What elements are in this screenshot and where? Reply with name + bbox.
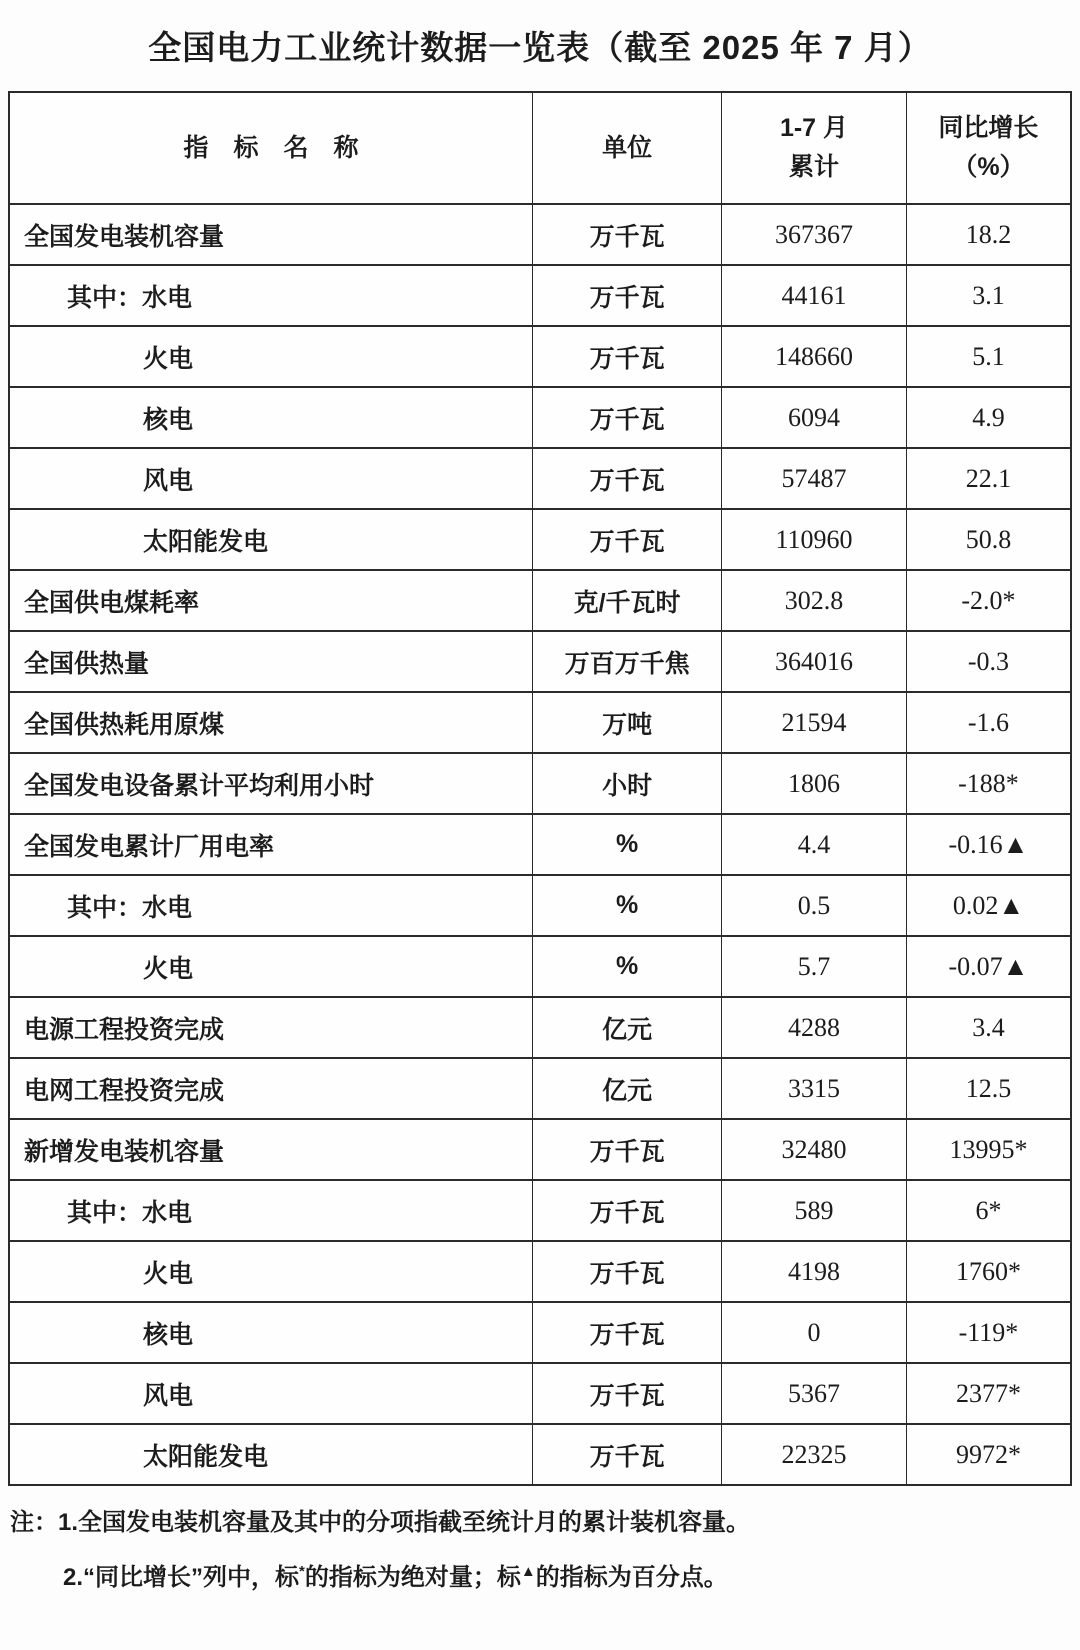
yoy-cell: -119* (906, 1302, 1071, 1363)
unit-cell: 万吨 (533, 692, 722, 753)
value-cell: 110960 (722, 509, 907, 570)
value-cell: 589 (722, 1180, 907, 1241)
table-row (9, 387, 1071, 448)
col-header-unit: 单位 (533, 92, 722, 204)
indicator-cell: 新增发电装机容量 (9, 1119, 533, 1180)
indicator-cell: 火电 (9, 936, 533, 997)
yoy-cell: 18.2 (906, 204, 1071, 265)
unit-cell: 万千瓦 (533, 1241, 722, 1302)
footnote-1-text: 注：1.全国发电装机容量及其中的分项指截至统计月的累计装机容量。 (10, 1509, 751, 1536)
unit-cell: % (533, 936, 722, 997)
yoy-cell: -188* (906, 753, 1071, 814)
indicator-cell: 其中：水电 (9, 875, 533, 936)
col-header-period-line2: 累计 (788, 153, 839, 181)
value-cell: 5.7 (722, 936, 907, 997)
indicator-cell: 全国发电设备累计平均利用小时 (9, 753, 533, 814)
col-header-indicator: 指 标 名 称 (9, 92, 533, 204)
indicator-cell: 其中：水电 (9, 1180, 533, 1241)
value-cell: 148660 (722, 326, 907, 387)
indicator-cell: 全国发电累计厂用电率 (9, 814, 533, 875)
table-row (9, 936, 1071, 997)
unit-cell: 万百万千焦 (533, 631, 722, 692)
value-cell: 4.4 (722, 814, 907, 875)
value-cell: 21594 (722, 692, 907, 753)
indicator-cell: 电网工程投资完成 (9, 1058, 533, 1119)
col-header-yoy (906, 92, 1071, 204)
yoy-cell: 0.02▲ (906, 875, 1071, 936)
value-cell: 44161 (722, 265, 907, 326)
yoy-cell: 3.4 (906, 997, 1071, 1058)
table-row (9, 631, 1071, 692)
indicator-cell: 全国供热耗用原煤 (9, 692, 533, 753)
value-cell: 0.5 (722, 875, 907, 936)
indicator-cell: 火电 (9, 326, 533, 387)
indicator-cell: 全国供电煤耗率 (9, 570, 533, 631)
table-row (9, 1180, 1071, 1241)
yoy-cell: 50.8 (906, 509, 1071, 570)
yoy-cell: 13995* (906, 1119, 1071, 1180)
yoy-cell: 6* (906, 1180, 1071, 1241)
yoy-cell: -2.0* (906, 570, 1071, 631)
stats-table (8, 91, 1072, 1486)
table-row (9, 997, 1071, 1058)
unit-cell: 万千瓦 (533, 326, 722, 387)
footnote-2-mid: 的指标为绝对量；标 (304, 1564, 521, 1591)
yoy-cell: 12.5 (906, 1058, 1071, 1119)
table-row (9, 509, 1071, 570)
table-row (9, 814, 1071, 875)
yoy-cell: 2377* (906, 1363, 1071, 1424)
table-row (9, 326, 1071, 387)
unit-cell: 亿元 (533, 997, 722, 1058)
col-header-period (722, 92, 907, 204)
page-title: 全国电力工业统计数据一览表（截至 2025 年 7 月） (148, 29, 932, 66)
indicator-cell: 电源工程投资完成 (9, 997, 533, 1058)
indicator-cell: 太阳能发电 (9, 1424, 533, 1485)
value-cell: 57487 (722, 448, 907, 509)
unit-cell: 万千瓦 (533, 448, 722, 509)
indicator-cell: 全国供热量 (9, 631, 533, 692)
yoy-cell: 1760* (906, 1241, 1071, 1302)
table-row (9, 265, 1071, 326)
value-cell: 302.8 (722, 570, 907, 631)
indicator-cell: 风电 (9, 448, 533, 509)
unit-cell: 万千瓦 (533, 1119, 722, 1180)
indicator-cell: 其中：水电 (9, 265, 533, 326)
unit-cell: 万千瓦 (533, 204, 722, 265)
unit-cell: 万千瓦 (533, 387, 722, 448)
yoy-cell: 9972* (906, 1424, 1071, 1485)
col-header-yoy-line1: 同比增长 (938, 114, 1039, 143)
yoy-cell: 4.9 (906, 387, 1071, 448)
yoy-cell: -0.3 (906, 631, 1071, 692)
table-row (9, 1302, 1071, 1363)
value-cell: 364016 (722, 631, 907, 692)
unit-cell: 克/千瓦时 (533, 570, 722, 631)
asterisk-marker: * (299, 1563, 305, 1580)
table-row (9, 692, 1071, 753)
table-row (9, 448, 1071, 509)
footnote-2 (10, 1547, 1070, 1602)
indicator-cell: 核电 (9, 1302, 533, 1363)
unit-cell: 万千瓦 (533, 1302, 722, 1363)
yoy-cell: -0.07▲ (906, 936, 1071, 997)
footnote-1 (10, 1498, 1070, 1547)
value-cell: 1806 (722, 753, 907, 814)
table-row (9, 1241, 1071, 1302)
table-row (9, 875, 1071, 936)
table-row (9, 1363, 1071, 1424)
value-cell: 367367 (722, 204, 907, 265)
yoy-cell: 22.1 (906, 448, 1071, 509)
indicator-cell: 风电 (9, 1363, 533, 1424)
indicator-cell: 太阳能发电 (9, 509, 533, 570)
table-row (9, 753, 1071, 814)
indicator-cell: 全国发电装机容量 (9, 204, 533, 265)
footnotes (10, 1498, 1070, 1602)
triangle-marker: ▲ (520, 1563, 536, 1580)
unit-cell: 亿元 (533, 1058, 722, 1119)
unit-cell: 小时 (533, 753, 722, 814)
indicator-cell: 火电 (9, 1241, 533, 1302)
value-cell: 32480 (722, 1119, 907, 1180)
yoy-cell: 3.1 (906, 265, 1071, 326)
unit-cell: % (533, 814, 722, 875)
unit-cell: 万千瓦 (533, 1180, 722, 1241)
yoy-cell: 5.1 (906, 326, 1071, 387)
unit-cell: 万千瓦 (533, 265, 722, 326)
table-row (9, 1058, 1071, 1119)
table-row (9, 1424, 1071, 1485)
value-cell: 0 (722, 1302, 907, 1363)
value-cell: 5367 (722, 1363, 907, 1424)
footnote-2-suffix: 的指标为百分点。 (535, 1564, 728, 1591)
table-row (9, 1119, 1071, 1180)
unit-cell: 万千瓦 (533, 1424, 722, 1485)
header-row (9, 92, 1071, 204)
col-header-period-line1: 1-7 月 (779, 114, 849, 143)
unit-cell: % (533, 875, 722, 936)
table-row (9, 204, 1071, 265)
value-cell: 6094 (722, 387, 907, 448)
value-cell: 3315 (722, 1058, 907, 1119)
yoy-cell: -0.16▲ (906, 814, 1071, 875)
indicator-cell: 核电 (9, 387, 533, 448)
value-cell: 22325 (722, 1424, 907, 1485)
table-row (9, 570, 1071, 631)
footnote-2-prefix: 2.“同比增长”列中，标 (63, 1564, 300, 1591)
unit-cell: 万千瓦 (533, 509, 722, 570)
value-cell: 4288 (722, 997, 907, 1058)
yoy-cell: -1.6 (906, 692, 1071, 753)
col-header-yoy-line2: （%） (952, 153, 1025, 181)
unit-cell: 万千瓦 (533, 1363, 722, 1424)
value-cell: 4198 (722, 1241, 907, 1302)
